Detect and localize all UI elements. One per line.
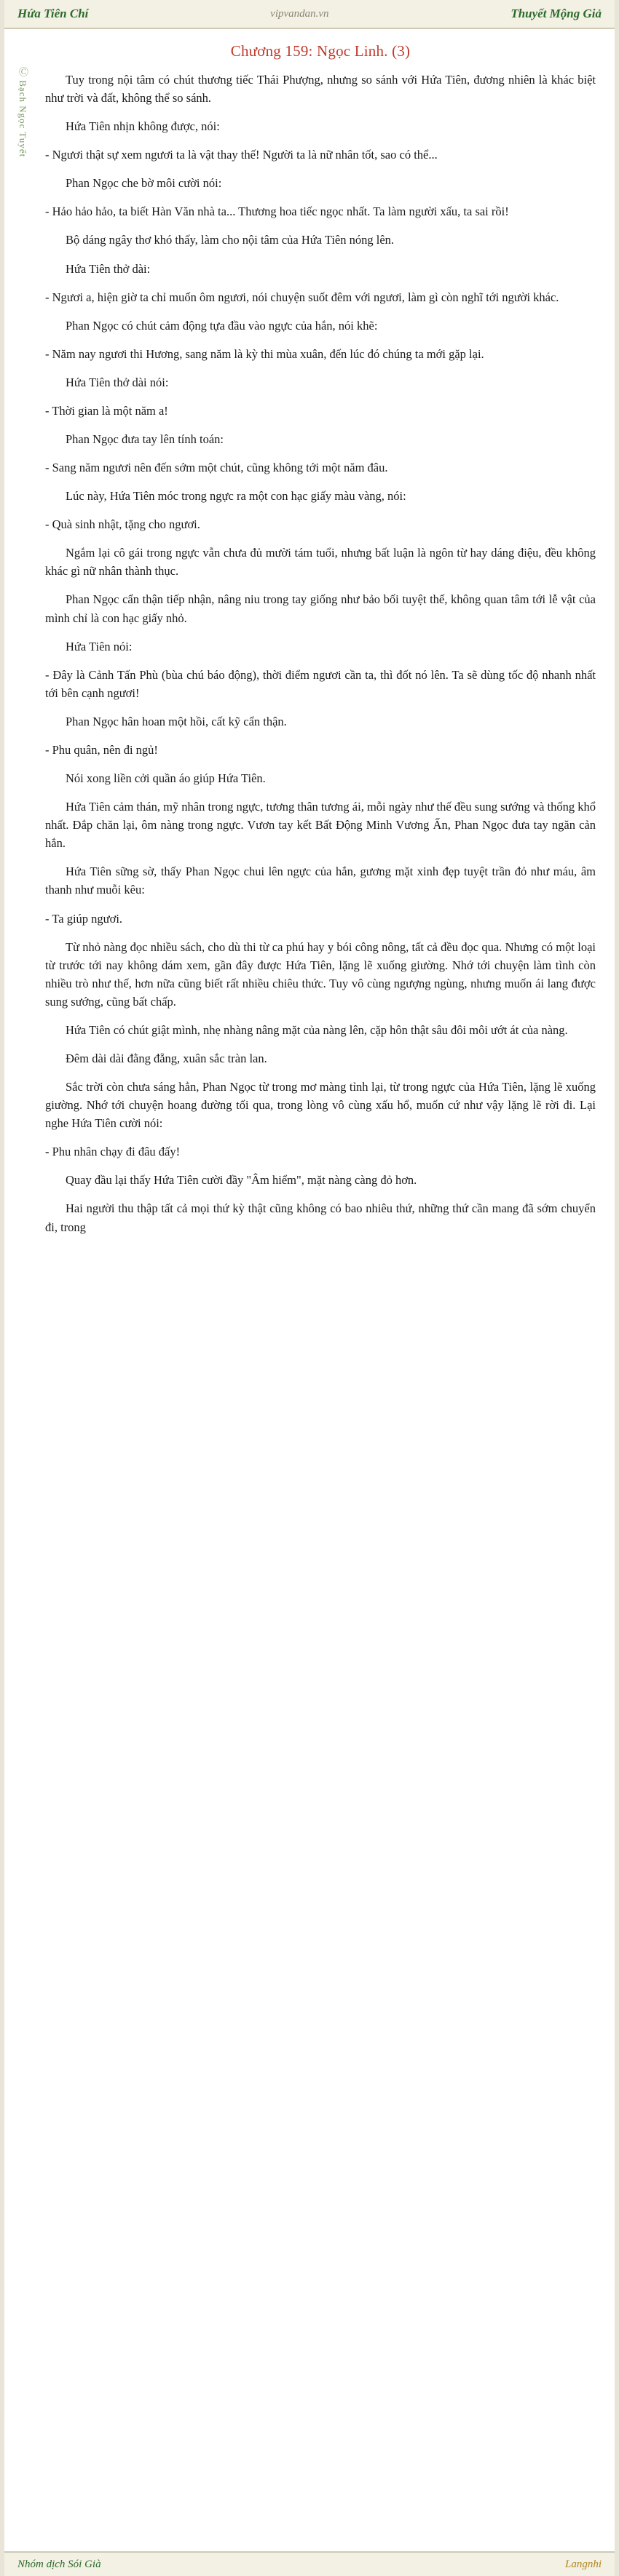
body-paragraph: Hứa Tiên nói: — [66, 639, 133, 653]
dialog-paragraph: - Ta giúp ngươi. — [45, 911, 123, 926]
translator-name: Langnhi — [564, 2558, 602, 2570]
body-paragraph: Lúc này, Hứa Tiên móc trong ngực ra một con hạc giấy màu vàng, nói: — [66, 489, 406, 504]
dialog-paragraph: - Ngươi a, hiện giờ ta chỉ muốn ôm ngươi, nói chuyện suốt đêm với ngươi, làm gì còn nghĩ tới người khác. — [45, 290, 559, 304]
dialog-paragraph: - Sang năm ngươi nên đến sớm một chút, cũng không tới một năm đâu. — [45, 461, 388, 475]
body-paragraph: Phan Ngọc hân hoan một hồi, cất kỹ cẩn thận. — [66, 714, 287, 728]
dialog-paragraph: - Ngươi thật sự xem ngươi ta là vật thay thế! Người ta là nữ nhân tốt, sao có thể... — [45, 148, 438, 162]
chapter-body — [45, 71, 596, 1236]
author-name: Thuyết Mộng Giả — [510, 7, 602, 20]
dialog-paragraph: - Phu quân, nên đi ngủ! — [45, 742, 158, 757]
body-paragraph: Phan Ngọc cẩn thận tiếp nhận, nâng niu trong tay giống như bảo bối tuyệt thế, không quan tâm tới lễ vật của mình chỉ là con hạc giấy nhỏ. — [45, 592, 596, 625]
body-paragraph: Hai người thu thập tất cả mọi thứ kỳ thật cũng không có bao nhiêu thứ, những thứ cần mang đã sớm chuyển đi, trong — [45, 1201, 596, 1234]
body-paragraph: Phan Ngọc che bờ môi cười nói: — [66, 176, 222, 191]
dialog-paragraph: - Quà sinh nhật, tặng cho ngươi. — [45, 517, 200, 532]
chapter-title: Chương 159: Ngọc Linh. (3) — [230, 42, 411, 60]
body-paragraph: Hứa Tiên có chút giật mình, nhẹ nhàng nâng mặt của nàng lên, cặp hôn thật sâu đôi môi ướt át của nàng. — [66, 1022, 568, 1037]
dialog-paragraph: - Thời gian là một năm a! — [45, 403, 168, 418]
book-title: Hứa Tiên Chí — [17, 7, 89, 20]
body-paragraph: Tuy trong nội tâm có chút thương tiếc Thái Phượng, nhưng so sánh với Hứa Tiên, đương nhiên là khác biệt như trời và đất, không thể so sánh. — [45, 73, 596, 106]
dialog-paragraph: - Hảo hảo hảo, ta biết Hàn Văn nhà ta... Thương hoa tiếc ngọc nhất. Ta làm người xấu, ta sai rồi! — [45, 204, 509, 219]
content-area — [4, 29, 615, 1236]
body-paragraph: Phan Ngọc có chút cảm động tựa đầu vào ngực của hắn, nói khẽ: — [66, 318, 378, 333]
body-paragraph: Từ nhỏ nàng đọc nhiều sách, cho dù thi từ ca phú hay y bói công nông, tất cả đều đọc qua. Nhưng có một loại từ trước tới nay không dám xem, gần đây được Hứa Tiên, lặng lẽ xuống giường. Nhớ tới chuyện làm tình còn nhiều trò như thế, hơn nữa cũng biết rất nhiều chiêu thức. Tuy vô cùng ngượng ngùng, nhưng muốn ái lang được sung sướng, cũng bất chấp. — [45, 939, 596, 1009]
page-footer — [4, 2551, 615, 2576]
body-paragraph: Đêm dài dài đằng đẵng, xuân sắc tràn lan. — [66, 1051, 267, 1065]
translator-credit-vertical: Ⓒ Bạch Ngọc Tuyết — [17, 67, 28, 158]
body-paragraph: Phan Ngọc đưa tay lên tính toán: — [66, 432, 224, 447]
body-paragraph: Nói xong liền cởi quần áo giúp Hứa Tiên. — [66, 771, 266, 786]
dialog-paragraph: - Phu nhân chạy đi đâu đấy! — [45, 1145, 181, 1159]
dialog-paragraph: - Đây là Cảnh Tấn Phù (bùa chú báo động), thời điểm ngươi cần ta, thì đốt nó lên. Ta sẽ dùng tốc độ nhanh nhất tới bên cạnh ngươi! — [45, 667, 596, 700]
body-paragraph: Hứa Tiên nhịn không được, nói: — [66, 119, 220, 134]
translation-group: Nhóm dịch Sói Già — [17, 2558, 101, 2570]
body-paragraph: Quay đầu lại thấy Hứa Tiên cười đầy "Âm hiểm", mặt nàng càng đỏ hơn. — [66, 1173, 417, 1188]
body-paragraph: Hứa Tiên thở dài nói: — [66, 375, 169, 389]
body-paragraph: Sắc trời còn chưa sáng hẳn, Phan Ngọc từ trong mơ màng tỉnh lại, từ trong ngực của Hứa Tiên, lặng lẽ xuống giường. Nhớ tới chuyện hoang đường tối qua, trong lòng vô cùng xấu hổ, muốn cứ như vậy lặng lẽ rời đi. Lại nghe Hứa Tiên cười nói: — [45, 1080, 596, 1131]
body-paragraph: Ngắm lại cô gái trong ngực vẫn chưa đủ mười tám tuổi, nhưng bất luận là ngôn từ hay dáng điệu, đều không khác gì nữ nhân thành thục. — [45, 546, 596, 579]
body-paragraph: Hứa Tiên sững sờ, thấy Phan Ngọc chui lên ngực của hắn, gương mặt xinh đẹp tuyệt trần đỏ như máu, âm thanh như muỗi kêu: — [45, 864, 596, 897]
body-paragraph: Hứa Tiên thở dài: — [66, 261, 151, 276]
site-url: vipvandan.vn — [270, 7, 329, 20]
dialog-paragraph: - Năm nay ngươi thi Hương, sang năm là kỳ thi mùa xuân, đến lúc đó chúng ta mới gặp lại. — [45, 346, 484, 361]
body-paragraph: Hứa Tiên cảm thán, mỹ nhân trong ngực, tương thân tương ái, mỗi ngày như thế đều sung sướng và thống khổ nhất. Đắp chăn lại, ôm nàng trong ngực. Vươn tay kết Bất Động Minh Vương Ấn, Phan Ngọc đưa tay ngăn cản hắn. — [45, 800, 596, 851]
body-paragraph: Bộ dáng ngây thơ khó thấy, làm cho nội tâm của Hứa Tiên nóng lên. — [66, 233, 395, 247]
page-header — [4, 0, 615, 29]
